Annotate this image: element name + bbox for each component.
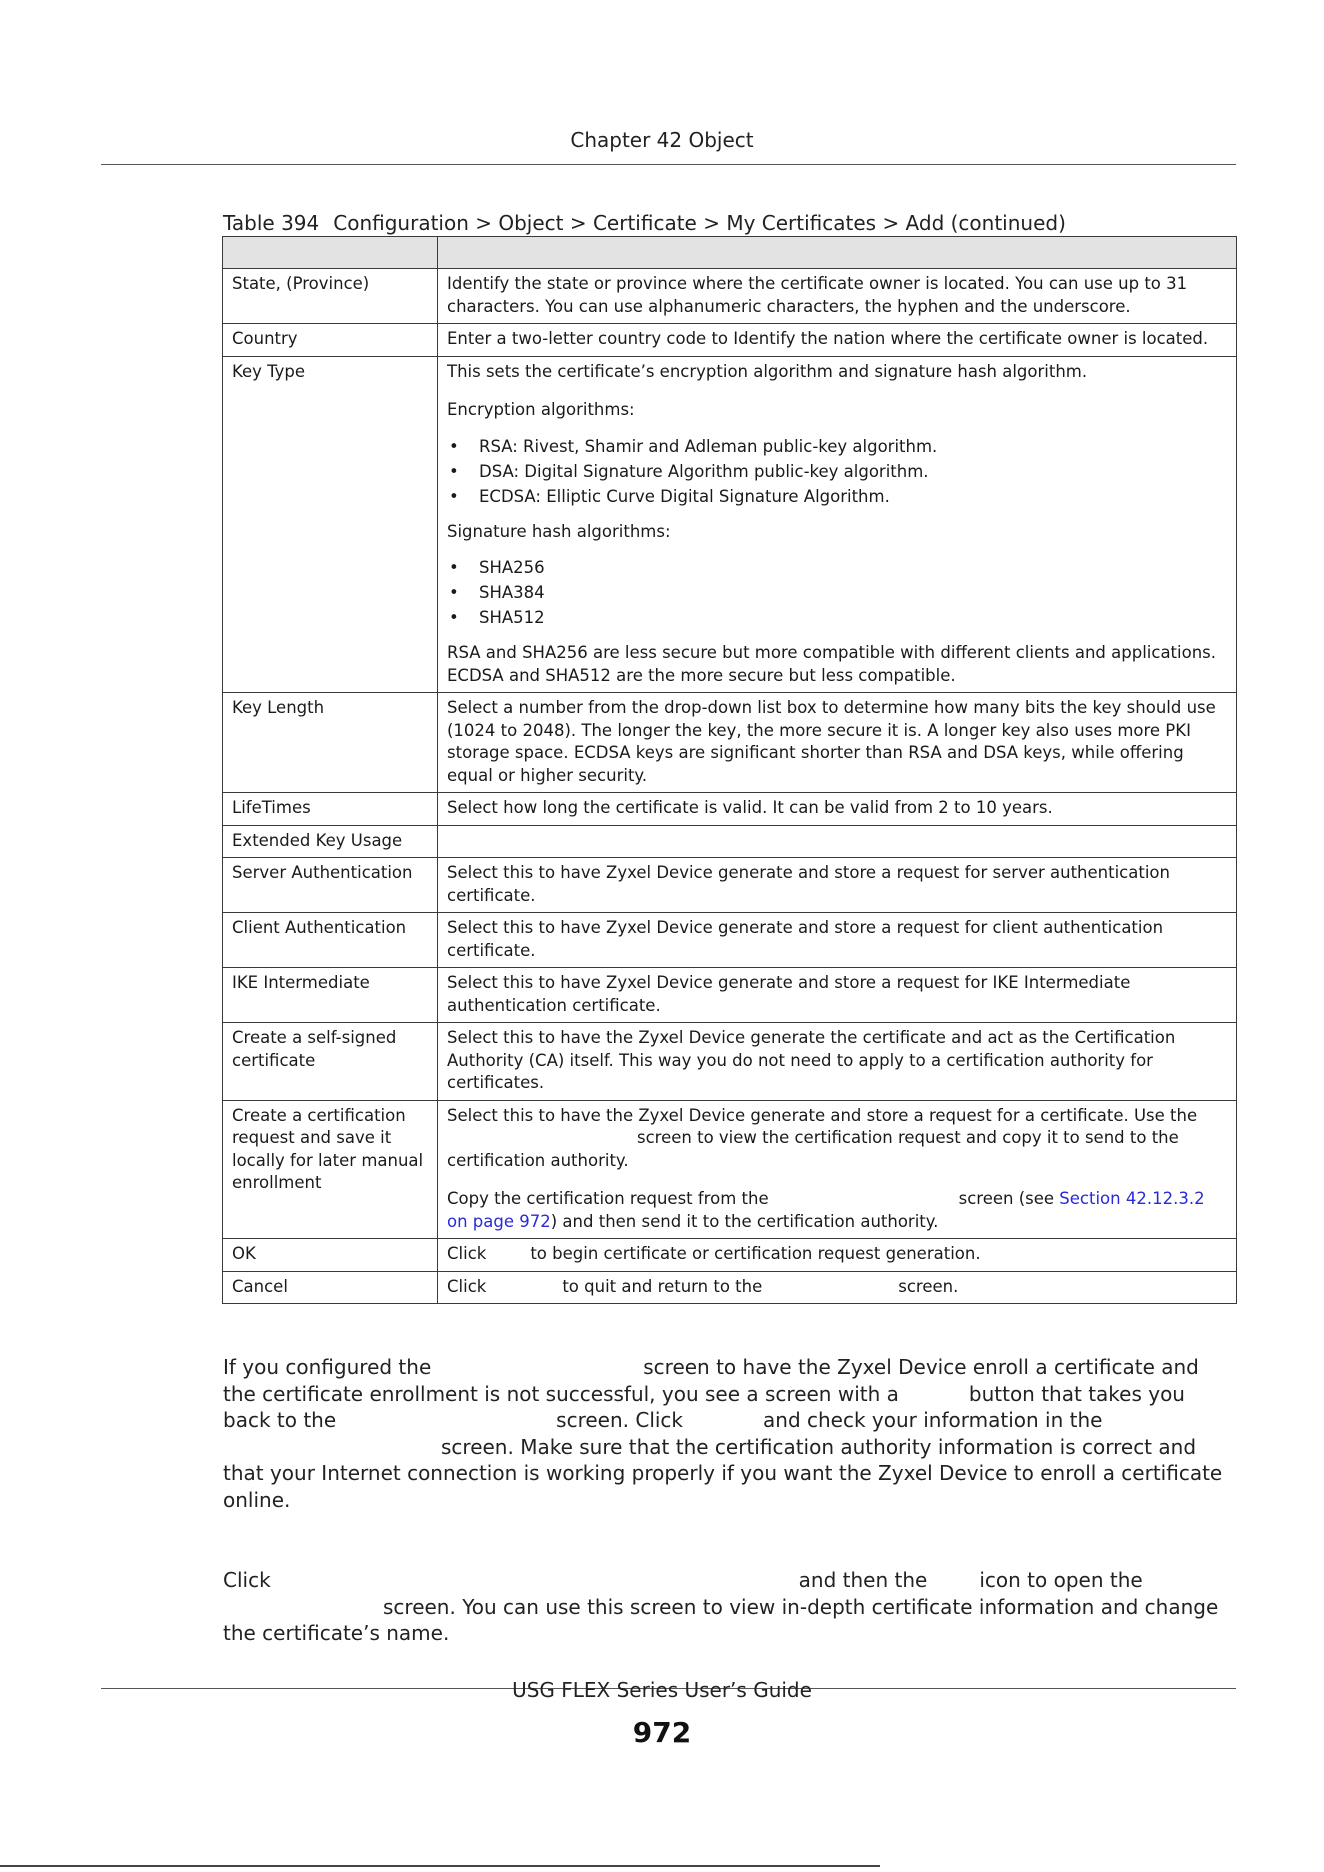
row-description: Select how long the certificate is valid. It can be valid from 2 to 10 years. xyxy=(438,793,1237,826)
row-label: Extended Key Usage xyxy=(223,825,438,858)
footer-guide-title: USG FLEX Series User’s Guide xyxy=(512,1678,812,1702)
row-description: Click to quit and return to the screen. xyxy=(438,1271,1237,1304)
fields-table xyxy=(222,236,1237,1304)
row-label: State, (Province) xyxy=(223,269,438,324)
row-description: Select this to have Zyxel Device generate and store a request for client authentication certificate. xyxy=(438,913,1237,968)
row-description xyxy=(438,825,1237,858)
table-caption xyxy=(223,211,1066,235)
table-row xyxy=(223,1100,1237,1239)
encryption-heading: Encryption algorithms: xyxy=(447,400,635,419)
chapter-header: Chapter 42 Object xyxy=(570,128,754,152)
table-row xyxy=(223,1023,1237,1101)
row-description: Select this to have the Zyxel Device generate the certificate and act as the Certification Authority (CA) itself. This way you do not need to apply to a certification authority for certificates. xyxy=(438,1023,1237,1101)
bullet-icon: • xyxy=(449,461,459,481)
bullet-icon: • xyxy=(449,558,459,577)
bullet-icon: • xyxy=(449,583,459,602)
row-label: Country xyxy=(223,324,438,357)
cert-request-copy: Copy the certification request from the screen (see Section 42.12.3.2 on page 972) and then send it to the certification authority. xyxy=(447,1189,1205,1231)
table-row xyxy=(223,825,1237,858)
list-item: • RSA: Rivest, Shamir and Adleman public-key algorithm. xyxy=(447,434,1228,459)
table-number: Table 394 xyxy=(223,211,320,235)
row-description: Enter a two-letter country code to Identify the nation where the certificate owner is located. xyxy=(438,324,1237,357)
list-item: • DSA: Digital Signature Algorithm public-key algorithm. xyxy=(447,459,1228,484)
header-cell-description xyxy=(438,237,1237,269)
edit-screen-paragraph: Click and then the icon to open thescreen. You can use this screen to view in-depth certificate information and change the certificate’s name. xyxy=(223,1568,1219,1645)
list-item: • ECDSA: Elliptic Curve Digital Signature Algorithm. xyxy=(447,484,1228,509)
row-label: Create a certification request and save it locally for later manual enrollment xyxy=(223,1100,438,1239)
list-item: • SHA384 xyxy=(447,580,1228,605)
table-row xyxy=(223,1271,1237,1304)
row-label: Key Length xyxy=(223,693,438,793)
table-row xyxy=(223,858,1237,913)
bullet-icon: • xyxy=(449,436,459,456)
section-link[interactable]: Section 42.12.3.2 on page 972 xyxy=(447,1189,1205,1231)
table-row xyxy=(223,269,1237,324)
row-label: Client Authentication xyxy=(223,913,438,968)
row-label: Create a self-signed certificate xyxy=(223,1023,438,1101)
cert-request-usage: Select this to have the Zyxel Device generate and store a request for a certificate. Use thescreen to view the certification request and copy it to send to the certification authority. xyxy=(447,1105,1198,1170)
row-label: IKE Intermediate xyxy=(223,968,438,1023)
encryption-list xyxy=(447,434,1228,509)
row-label: Cancel xyxy=(223,1271,438,1304)
row-description: Select this to have Zyxel Device generate and store a request for IKE Intermediate authentication certificate. xyxy=(438,968,1237,1023)
row-label: LifeTimes xyxy=(223,793,438,826)
row-label: Server Authentication xyxy=(223,858,438,913)
table-row xyxy=(223,793,1237,826)
table-header-row xyxy=(223,237,1237,269)
row-description xyxy=(438,356,1237,693)
key-type-note: RSA and SHA256 are less secure but more compatible with different clients and applications. ECDSA and SHA512 are the more secure but less compatible. xyxy=(447,643,1217,685)
row-description: Identify the state or province where the certificate owner is located. You can use up to 31 characters. You can use alphanumeric characters, the hyphen and the underscore. xyxy=(438,269,1237,324)
hash-heading: Signature hash algorithms: xyxy=(447,521,671,541)
row-label: OK xyxy=(223,1239,438,1272)
enrollment-failure-paragraph: If you configured the screen to have the Zyxel Device enroll a certificate and the certificate enrollment is not successful, you see a screen with a button that takes you back to the screen. Click and check your information in thescreen. Make sure that the certification authority information is correct and that your Internet connection is working properly if you want the Zyxel Device to enroll a certificate online. xyxy=(223,1355,1223,1512)
bullet-icon: • xyxy=(449,608,459,627)
row-label: Key Type xyxy=(223,356,438,693)
row-description: Select this to have Zyxel Device generate and store a request for server authentication certificate. xyxy=(438,858,1237,913)
row-description: Select a number from the drop-down list box to determine how many bits the key should use (1024 to 2048). The longer the key, the more secure it is. A longer key also uses more PKI storage space. ECDSA keys are significant shorter than RSA and DSA keys, while offering equal or higher security. xyxy=(438,693,1237,793)
header-cell-label xyxy=(223,237,438,269)
table-title: Configuration > Object > Certificate > My Certificates > Add (continued) xyxy=(333,211,1066,235)
list-item: • SHA256 xyxy=(447,555,1228,580)
bullet-icon: • xyxy=(449,486,459,506)
page-number: 972 xyxy=(632,1716,692,1749)
row-description xyxy=(438,1100,1237,1239)
row-description: Click to begin certificate or certification request generation. xyxy=(438,1239,1237,1272)
list-item: • SHA512 xyxy=(447,605,1228,630)
header-rule xyxy=(101,164,1236,165)
bottom-edge-line xyxy=(0,1865,880,1867)
table-row xyxy=(223,968,1237,1023)
table-row xyxy=(223,913,1237,968)
table-row xyxy=(223,324,1237,357)
table-row xyxy=(223,693,1237,793)
table-row xyxy=(223,1239,1237,1272)
hash-list xyxy=(447,555,1228,630)
key-type-intro: This sets the certificate’s encryption algorithm and signature hash algorithm. xyxy=(447,361,1088,381)
table-row xyxy=(223,356,1237,693)
